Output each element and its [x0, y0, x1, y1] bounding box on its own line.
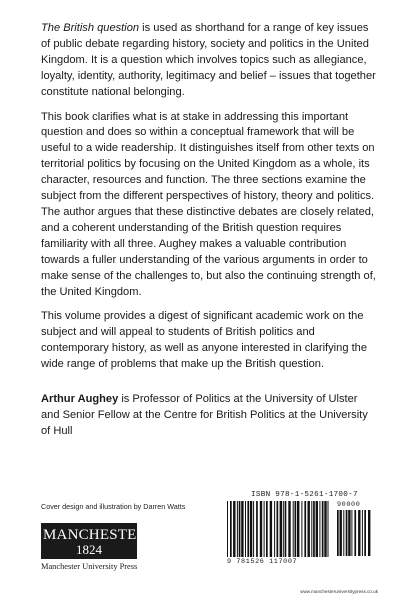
addon-digits: 90000 [337, 501, 361, 509]
publisher-logo [41, 523, 147, 571]
barcode-stripe [237, 501, 238, 557]
barcode-stripe [358, 510, 360, 556]
blurb-paragraph-3: This volume provides a digest of significant academic work on the subject and will appeal to students of British politics and contemporary history, as well as anyone interested in clarifying the wide range of problems that make up the British question. [41, 310, 367, 371]
barcode-stripe [301, 501, 302, 557]
barcode-stripe [328, 501, 329, 557]
barcode-stripe [280, 501, 282, 557]
addon-barcode-group [337, 501, 371, 556]
author-name: Arthur Aughey [41, 393, 119, 406]
barcode-stripe [250, 501, 252, 557]
barcode-stripe [295, 501, 297, 557]
barcode-stripe [316, 501, 318, 557]
barcode-stripe [351, 510, 352, 556]
author-bio-text: is Professor of Politics at the University of Ulster and Senior Fellow at the Centre for British Politics at the University of Hull [41, 393, 368, 437]
barcode-stripe [322, 501, 324, 557]
isbn-number: ISBN 978-1-5261-1700-7 [251, 491, 358, 499]
barcode-stripe [247, 501, 249, 557]
barcode-stripe [264, 501, 265, 557]
barcode-stripe [245, 501, 246, 557]
barcode-stripe [227, 501, 228, 557]
barcode-block [227, 491, 377, 566]
publisher-logo-box [41, 523, 147, 559]
barcode-stripe [364, 510, 366, 556]
blurb-paragraph-1 [41, 21, 379, 101]
publisher-url: www.manchesteruniversitypress.co.uk [300, 589, 378, 594]
barcode-stripe [324, 501, 326, 557]
addon-barcode-icon [337, 510, 371, 556]
barcode-stripe [308, 501, 310, 557]
barcode-stripe [239, 501, 241, 557]
barcode-stripe [230, 501, 232, 557]
barcode-stripe [337, 510, 339, 556]
barcode-stripe [340, 510, 342, 556]
barcode-stripe [319, 501, 320, 557]
author-bio [41, 392, 379, 440]
barcode-stripe [285, 501, 287, 557]
back-cover-text [41, 21, 379, 449]
barcode-stripe [256, 501, 258, 557]
barcode-stripe [362, 510, 363, 556]
barcode-stripe [270, 501, 272, 557]
publisher-press-name: Manchester University Press [41, 562, 138, 571]
ean-digits: 9 781526 117007 [227, 558, 298, 566]
barcode-stripe [297, 501, 299, 557]
barcode-stripe [233, 501, 235, 557]
barcode-stripe [354, 510, 356, 556]
publisher-logo-year: 1824 [76, 542, 102, 557]
barcode-stripe [283, 501, 284, 557]
book-title-italic: The British question [41, 22, 140, 34]
barcode-stripe [304, 501, 306, 557]
publisher-logo-name: MANCHESTER [43, 527, 147, 543]
barcode-stripe [288, 501, 290, 557]
barcode-stripe [260, 501, 262, 557]
barcode [227, 501, 377, 557]
barcode-stripe [277, 501, 279, 557]
barcode-stripe [293, 501, 294, 557]
barcode-stripe [313, 501, 315, 557]
barcode-stripe [266, 501, 268, 557]
barcode-stripe [253, 501, 254, 557]
barcode-stripe [311, 501, 312, 557]
barcode-stripe [274, 501, 275, 557]
blurb-paragraph-2: This book clarifies what is at stake in addressing this important question and does so within a conceptual framework that will be useful to a wide readership. It distinguishes itself from other texts on territorial politics by focusing on the United Kingdom as a whole, its character, resources and function. The three sections examine the subject from the different perspectives of history, theory and politics. The author argues that these distinctive debates are closely related, and a coherent understanding of the British question requires familiarity with all three. Aughey makes a valuable contribution towards a fuller understanding of the various arguments in order to make sense of the challenges to, but also the continuing strength of, the United Kingdom. [41, 110, 376, 298]
ean-barcode-icon [227, 501, 331, 557]
blurb-paragraph-1-text: is used as shorthand for a range of key issues of public debate regarding history, society and politics in the United Kingdom. It is a question which involves topics such as allegiance, loyalty, identity, authority, legitimacy and belief – issues that together constitute national belonging. [41, 22, 376, 98]
barcode-stripe [348, 510, 350, 556]
barcode-stripe [368, 510, 370, 556]
barcode-stripe [346, 510, 348, 556]
barcode-stripe [241, 501, 243, 557]
barcode-stripe [343, 510, 344, 556]
cover-credit: Cover design and illustration by Darren Watts [41, 502, 186, 511]
